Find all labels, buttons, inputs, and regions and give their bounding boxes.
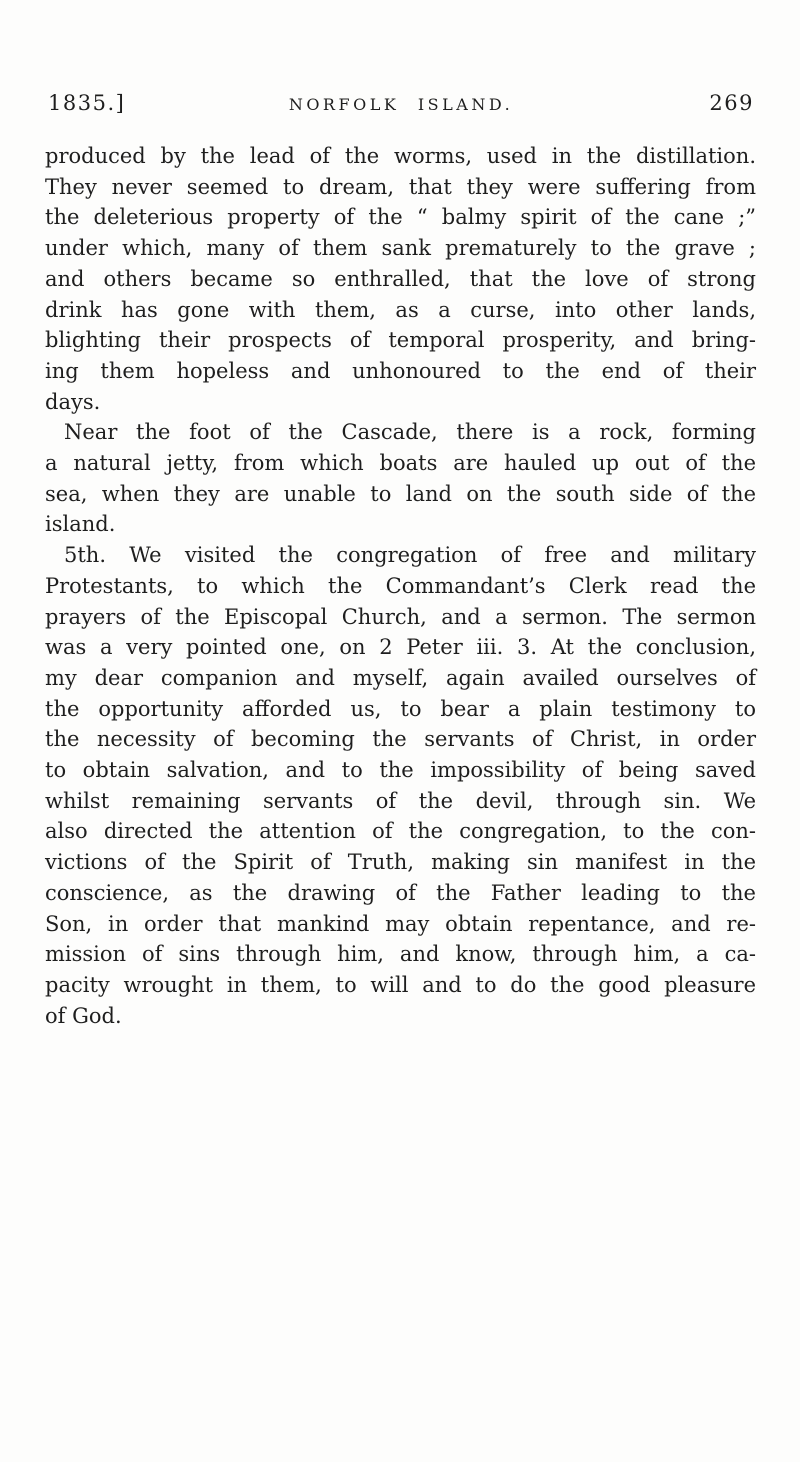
paragraph (45, 540, 756, 1031)
text-line: mission of sins through him, and know, through him, a ca- (45, 942, 756, 967)
text-line: whilst remaining servants of the devil, through sin. We (45, 788, 756, 813)
text-line: the necessity of becoming the servants of Christ, in order (45, 727, 756, 752)
text-line: victions of the Spirit of Truth, making sin manifest in the (45, 850, 756, 875)
text-line: Near the foot of the Cascade, there is a rock, forming (64, 420, 756, 445)
text-line: a natural jetty, from which boats are hauled up out of the (45, 451, 756, 476)
header-year: 1835.] (48, 91, 126, 115)
text-block (45, 141, 756, 1031)
text-line: days. (45, 389, 101, 414)
text-line: the deleterious property of the “ balmy spirit of the cane ;” (45, 205, 756, 230)
running-header (48, 91, 754, 115)
text-line: under which, many of them sank prematurely to the grave ; (45, 236, 756, 261)
text-line: 5th. We visited the congregation of free and military (64, 543, 756, 568)
text-line: blighting their prospects of temporal prosperity, and bring- (45, 328, 756, 353)
text-line: prayers of the Episcopal Church, and a sermon. The sermon (45, 604, 756, 629)
text-line: also directed the attention of the congregation, to the con- (45, 819, 756, 844)
text-line: conscience, as the drawing of the Father leading to the (45, 880, 756, 905)
text-line: pacity wrought in them, to will and to do the good pleasure (45, 972, 756, 997)
text-line: was a very pointed one, on 2 Peter iii. 3. At the conclusion, (45, 635, 756, 660)
text-line: Protestants, to which the Commandant’s Clerk read the (45, 573, 756, 598)
text-line: to obtain salvation, and to the impossibility of being saved (45, 758, 756, 783)
text-line: sea, when they are unable to land on the south side of the (45, 481, 756, 506)
text-line: of God. (45, 1003, 122, 1028)
text-line: and others became so enthralled, that the love of strong (45, 266, 756, 291)
text-line: drink has gone with them, as a curse, into other lands, (45, 297, 756, 322)
text-line: my dear companion and myself, again availed ourselves of (45, 665, 756, 690)
text-line: the opportunity afforded us, to bear a plain testimony to (45, 696, 756, 721)
text-line: Son, in order that mankind may obtain repentance, and re- (45, 911, 756, 936)
text-line: produced by the lead of the worms, used in the distillation. (45, 144, 756, 168)
paragraph (45, 141, 756, 417)
page-number: 269 (709, 91, 754, 115)
text-line: They never seemed to dream, that they were suffering from (45, 174, 756, 199)
paragraph (45, 417, 756, 540)
text-line: ing them hopeless and unhonoured to the end of their (45, 358, 756, 383)
text-line: island. (45, 512, 116, 537)
header-title: NORFOLK ISLAND. (288, 95, 514, 114)
